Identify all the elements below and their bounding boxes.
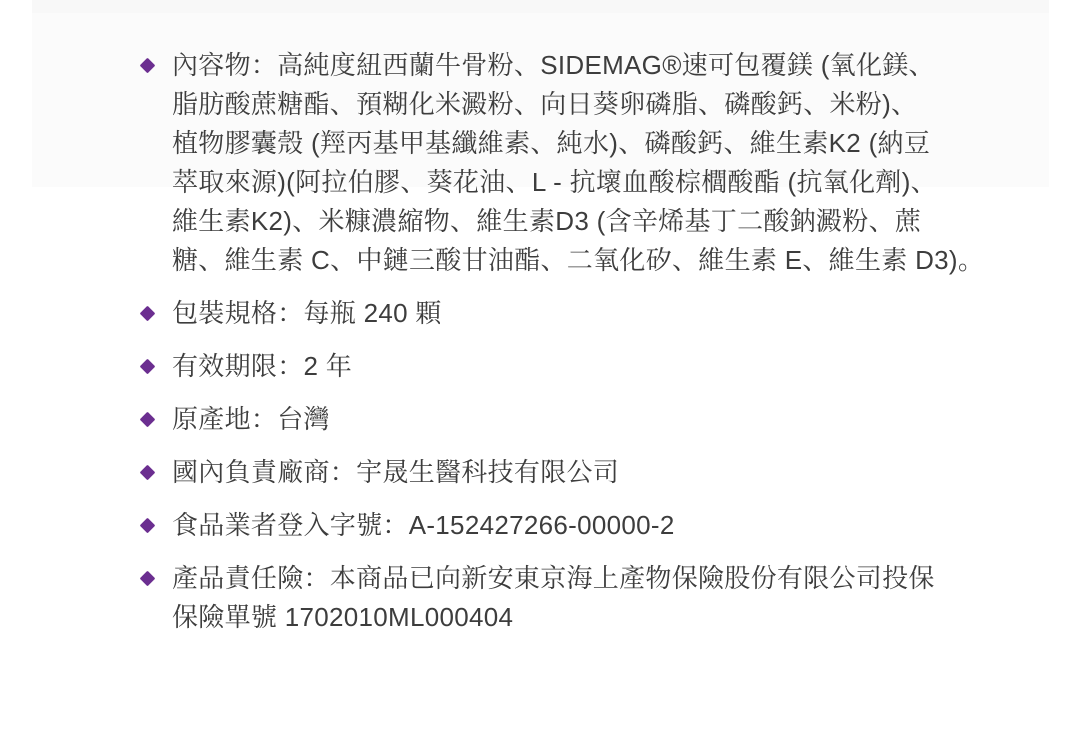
product-info-item-contents	[142, 46, 984, 280]
product-info-line: 有效期限：2 年	[172, 351, 353, 381]
product-info-line: 植物膠囊殼 (羥丙基甲基纖維素、純水)、磷酸鈣、維生素K2 (納豆	[172, 128, 931, 158]
product-info-text	[172, 400, 330, 439]
product-info-item-shelf-life	[142, 347, 984, 386]
product-info-line: 食品業者登入字號：A-152427266-00000-2	[172, 510, 675, 540]
product-info-text	[172, 506, 675, 545]
diamond-bullet-icon	[140, 518, 156, 534]
diamond-bullet-icon	[140, 306, 156, 322]
product-info-item-package-spec	[142, 294, 984, 333]
product-info-item-food-business-registration-number	[142, 506, 984, 545]
product-info-line: 維生素K2)、米糠濃縮物、維生素D3 (含辛烯基丁二酸鈉澱粉、蔗	[172, 206, 922, 236]
product-info-line: 內容物：高純度紐西蘭牛骨粉、SIDEMAG®速可包覆鎂 (氧化鎂、	[172, 50, 935, 80]
product-info-text	[172, 347, 352, 386]
product-info-item-origin	[142, 400, 984, 439]
product-info-line: 原產地：台灣	[172, 404, 330, 434]
product-info-line: 國內負責廠商：宇晟生醫科技有限公司	[172, 457, 620, 487]
product-info-line: 包裝規格：每瓶 240 顆	[172, 298, 442, 328]
diamond-bullet-icon	[140, 465, 156, 481]
product-info-item-product-liability-insurance	[142, 559, 984, 637]
product-info-line: 糖、維生素 C、中鏈三酸甘油酯、二氧化矽、維生素 E、維生素 D3)。	[172, 245, 985, 275]
product-info-text	[172, 453, 619, 492]
product-info-item-domestic-responsible-company	[142, 453, 984, 492]
product-info-text	[172, 559, 935, 637]
product-info-line: 保險單號 1702010ML000404	[172, 602, 514, 632]
diamond-bullet-icon	[140, 412, 156, 428]
product-info-text	[172, 294, 442, 333]
product-info-text	[172, 46, 984, 280]
product-info-line: 產品責任險：本商品已向新安東京海上產物保險股份有限公司投保	[172, 563, 935, 593]
diamond-bullet-icon	[140, 58, 156, 74]
diamond-bullet-icon	[140, 571, 156, 587]
product-info-line: 脂肪酸蔗糖酯、預糊化米澱粉、向日葵卵磷脂、磷酸鈣、米粉)、	[172, 89, 918, 119]
product-info-line: 萃取來源)(阿拉伯膠、葵花油、L - 抗壞血酸棕櫚酸酯 (抗氧化劑)、	[172, 167, 937, 197]
diamond-bullet-icon	[140, 359, 156, 375]
product-info-list	[142, 46, 984, 651]
section-background-band-top	[32, 0, 1049, 13]
